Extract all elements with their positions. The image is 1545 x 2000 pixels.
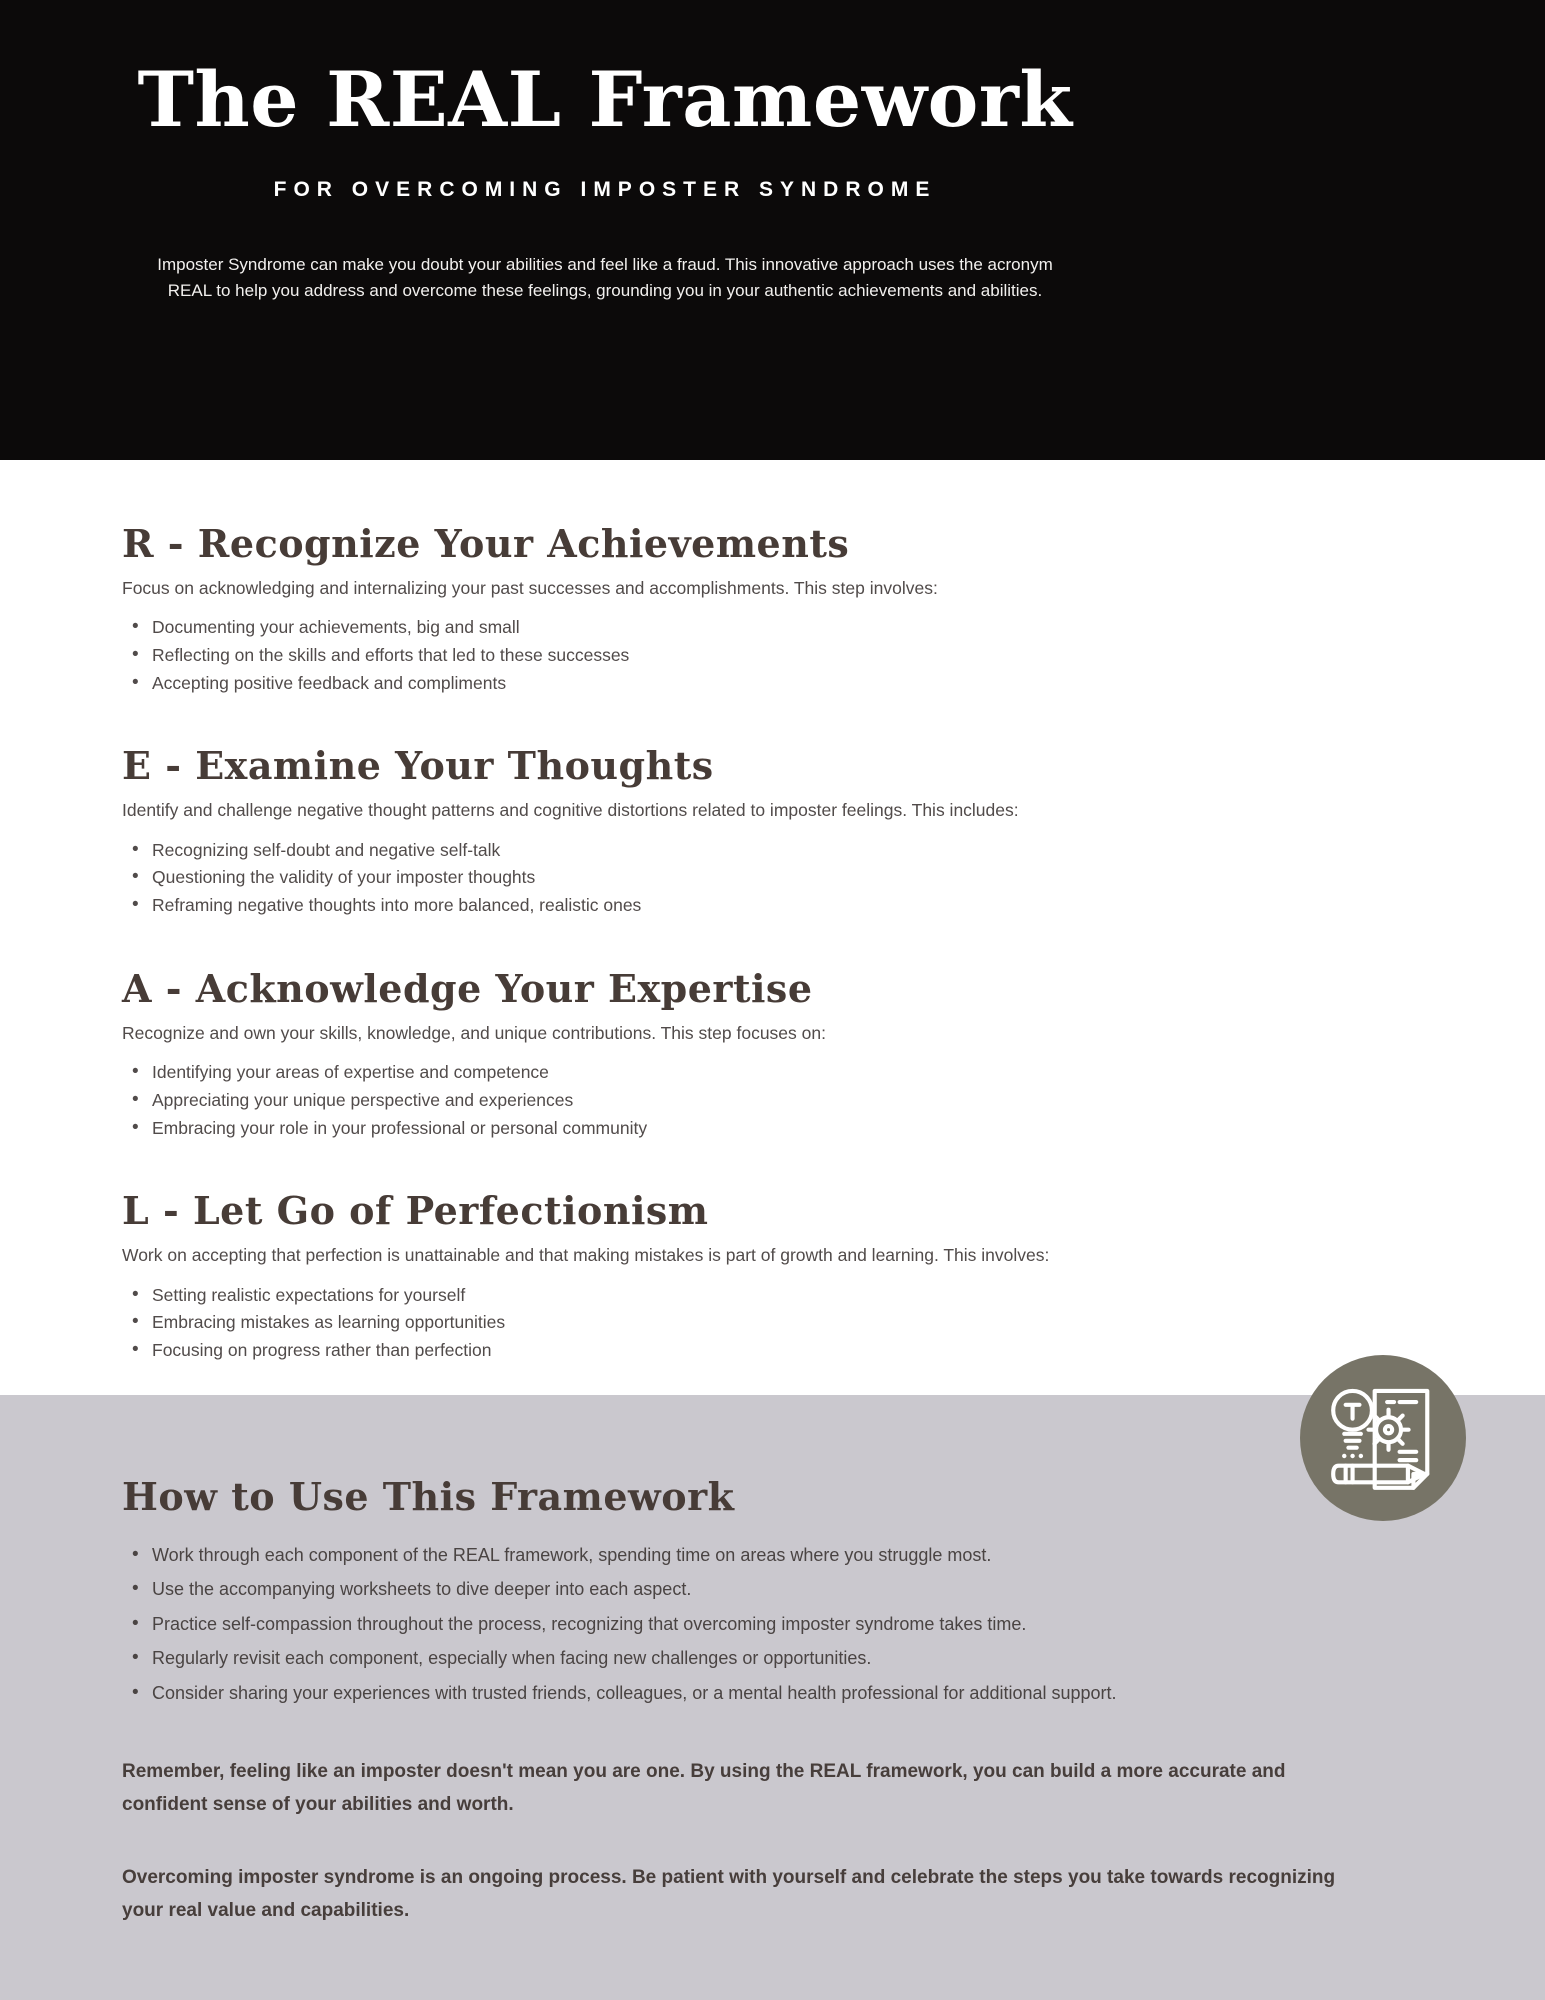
page-title: The REAL Framework bbox=[137, 55, 1073, 144]
list-item: • Identifying your areas of expertise and competence bbox=[122, 1061, 1355, 1084]
section-description: Focus on acknowledging and internalizing your past successes and accomplishments. This step involves: bbox=[122, 577, 938, 598]
closing-paragraph-2: Overcoming imposter syndrome is an ongoing process. Be patient with yourself and celebrate the steps you take towards recognizing your real value and capabilities. bbox=[122, 1867, 1336, 1922]
list-item: • Accepting positive feedback and compliments bbox=[122, 672, 1355, 695]
list-item: • Practice self-compassion throughout the process, recognizing that overcoming imposter syndrome takes time. bbox=[122, 1614, 1355, 1636]
list-item: • Appreciating your unique perspective and experiences bbox=[122, 1089, 1355, 1112]
section-description: Recognize and own your skills, knowledge, and unique contributions. This step focuses on: bbox=[122, 1022, 826, 1043]
list-item: • Questioning the validity of your imposter thoughts bbox=[122, 866, 1355, 889]
list-item: • Work through each component of the REAL framework, spending time on areas where you struggle most. bbox=[122, 1545, 1355, 1567]
list-item: • Use the accompanying worksheets to dive deeper into each aspect. bbox=[122, 1579, 1355, 1601]
usage-heading: How to Use This Framework bbox=[122, 1474, 735, 1519]
list-item: • Reflecting on the skills and efforts that led to these successes bbox=[122, 644, 1355, 667]
section-bullet-list bbox=[122, 616, 1355, 694]
header-banner bbox=[0, 0, 1545, 460]
section-recognize bbox=[122, 522, 1355, 694]
list-item: • Embracing your role in your professional or personal community bbox=[122, 1117, 1355, 1140]
list-item: • Recognizing self-doubt and negative self-talk bbox=[122, 839, 1355, 862]
list-item: • Embracing mistakes as learning opportunities bbox=[122, 1311, 1355, 1334]
header-inner bbox=[0, 55, 1210, 303]
list-item: • Setting realistic expectations for yourself bbox=[122, 1284, 1355, 1307]
section-heading: R - Recognize Your Achievements bbox=[122, 521, 850, 566]
list-item: • Consider sharing your experiences with trusted friends, colleagues, or a mental health professional for additional support. bbox=[122, 1683, 1355, 1705]
page-subtitle: FOR OVERCOMING IMPOSTER SYNDROME bbox=[273, 178, 937, 201]
section-description: Identify and challenge negative thought patterns and cognitive distortions related to imposter feelings. This includes: bbox=[122, 800, 1019, 821]
section-heading: L - Let Go of Perfectionism bbox=[122, 1188, 709, 1234]
section-description: Work on accepting that perfection is unattainable and that making mistakes is part of growth and learning. This involves: bbox=[122, 1245, 1050, 1265]
intro-paragraph: Imposter Syndrome can make you doubt your abilities and feel like a fraud. This innovative approach uses the acronym REAL to help you address and overcome these feelings, grounding you in your authentic achievements and abilities. bbox=[157, 255, 1053, 300]
list-item: • Regularly revisit each component, especially when facing new challenges or opportunities. bbox=[122, 1648, 1355, 1670]
closing-paragraph-1: Remember, feeling like an imposter doesn't mean you are one. By using the REAL framework, you can build a more accurate and confident sense of your abilities and worth. bbox=[122, 1760, 1286, 1815]
list-item: • Documenting your achievements, big and small bbox=[122, 616, 1355, 639]
section-bullet-list bbox=[122, 1284, 1355, 1362]
framework-sections bbox=[0, 522, 1545, 1362]
list-item: • Reframing negative thoughts into more balanced, realistic ones bbox=[122, 894, 1355, 917]
section-letgo bbox=[122, 1189, 1355, 1361]
section-bullet-list bbox=[122, 1061, 1355, 1139]
lightbulb-gear-scroll-icon bbox=[1300, 1355, 1466, 1521]
usage-section bbox=[0, 1395, 1545, 2000]
usage-bullet-list bbox=[122, 1545, 1355, 1705]
section-examine bbox=[122, 744, 1355, 916]
section-acknowledge bbox=[122, 967, 1355, 1139]
list-item: • Focusing on progress rather than perfection bbox=[122, 1339, 1355, 1362]
section-heading: E - Examine Your Thoughts bbox=[122, 743, 714, 789]
section-heading: A - Acknowledge Your Expertise bbox=[122, 965, 813, 1011]
section-bullet-list bbox=[122, 839, 1355, 917]
